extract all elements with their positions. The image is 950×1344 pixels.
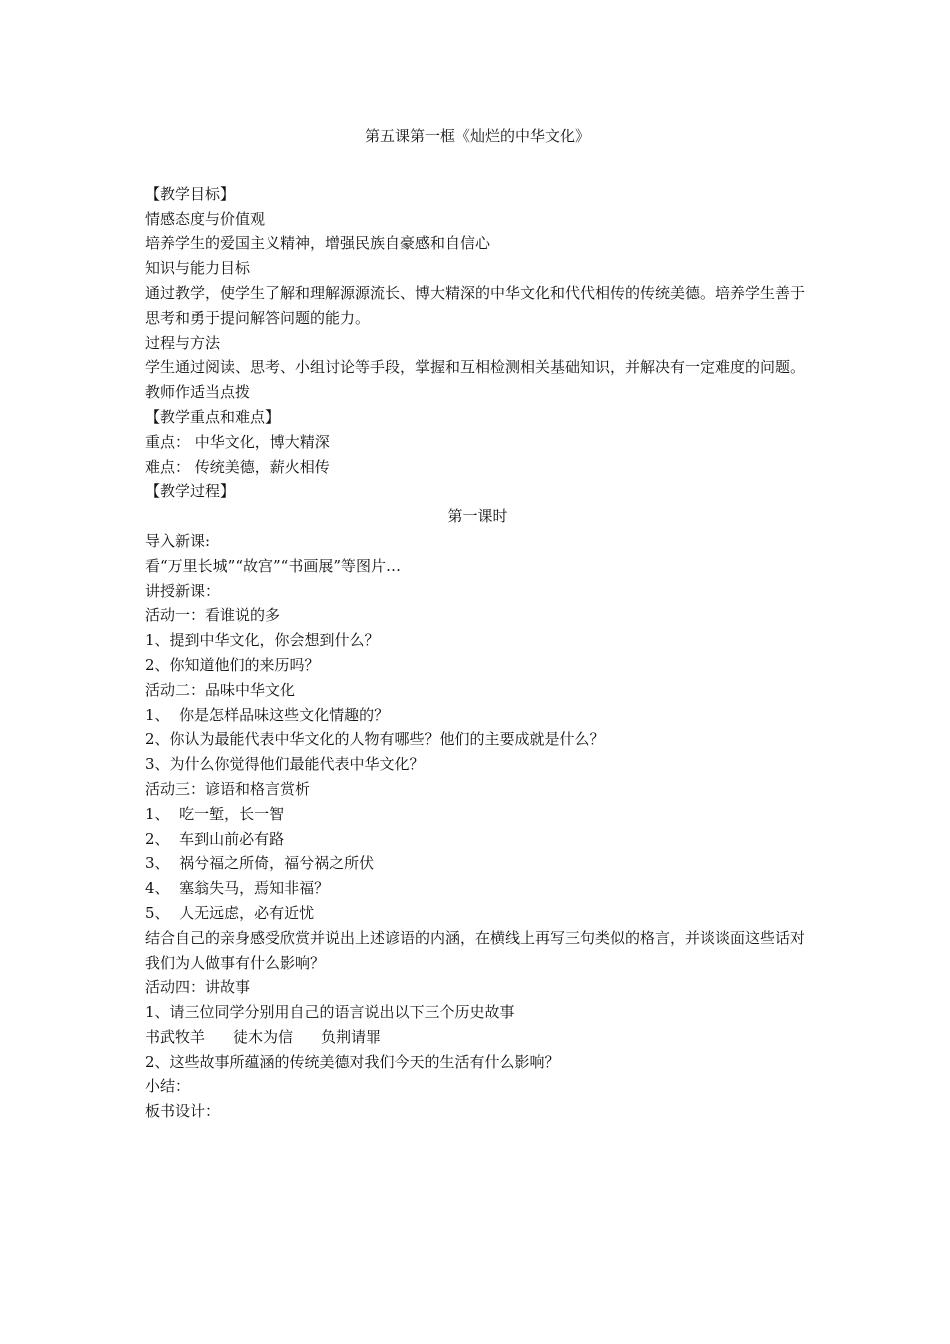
list-item: 3、为什么你觉得他们最能代表中华文化？ bbox=[145, 755, 425, 774]
document-title: 第五课第一框《灿烂的中华文化》 bbox=[364, 127, 590, 145]
list-item: 5、 人无远虑，必有近忧 bbox=[145, 903, 315, 922]
intro-text: 看“万里长城”“故宫”“书画展”等图片… bbox=[145, 556, 402, 575]
period-title: 第一课时 bbox=[447, 507, 508, 526]
difficulty-point: 难点： 传统美德，薪火相传 bbox=[145, 457, 330, 476]
story-item: 书武牧羊 bbox=[145, 1027, 206, 1046]
list-item: 2、你知道他们的来历吗？ bbox=[145, 655, 320, 674]
knowledge-heading: 知识与能力目标 bbox=[145, 259, 251, 278]
activity3-title: 活动三：谚语和格言赏析 bbox=[145, 779, 311, 798]
board-design-heading: 板书设计： bbox=[145, 1102, 221, 1121]
activity3-task: 结合自己的亲身感受欣赏并说出上述谚语的内涵，在横线上再写三句类似的格言，并谈谈面这些话对我们为人做事有什么影响？ bbox=[145, 928, 806, 972]
objectives-heading: 【教学目标】 bbox=[145, 184, 236, 203]
activity4-item1: 1、请三位同学分别用自己的语言说出以下三个历史故事 bbox=[145, 1003, 515, 1022]
summary-heading: 小结： bbox=[145, 1077, 191, 1096]
emotion-heading: 情感态度与价值观 bbox=[145, 209, 266, 228]
list-item: 4、 塞翁失马，焉知非福？ bbox=[145, 879, 330, 898]
emotion-text: 培养学生的爱国主义精神，增强民族自豪感和自信心 bbox=[145, 234, 491, 253]
story-item: 徒木为信 bbox=[233, 1027, 294, 1046]
list-item: 2、你认为最能代表中华文化的人物有哪些？他们的主要成就是什么？ bbox=[145, 730, 605, 749]
list-item: 2、 车到山前必有路 bbox=[145, 829, 285, 848]
list-item: 1、 吃一堑，长一智 bbox=[145, 804, 285, 823]
activity4-item2: 2、这些故事所蕴涵的传统美德对我们今天的生活有什么影响？ bbox=[145, 1052, 560, 1071]
list-item: 3、 祸兮福之所倚，福兮祸之所伏 bbox=[145, 854, 375, 873]
activity2-title: 活动二：品味中华文化 bbox=[145, 680, 296, 699]
list-item: 1、 你是怎样品味这些文化情趣的？ bbox=[145, 705, 390, 724]
activity4-title: 活动四：讲故事 bbox=[145, 978, 251, 997]
teaching-process-heading: 【教学过程】 bbox=[145, 482, 236, 501]
story-item: 负荆请罪 bbox=[321, 1027, 382, 1046]
key-points-heading: 【教学重点和难点】 bbox=[145, 407, 281, 426]
focus-point: 重点： 中华文化，博大精深 bbox=[145, 432, 330, 451]
new-lesson-heading: 讲授新课： bbox=[145, 581, 221, 600]
story-list bbox=[145, 1025, 810, 1050]
process-method-heading: 过程与方法 bbox=[145, 333, 221, 352]
title-spacer bbox=[145, 149, 810, 182]
intro-heading: 导入新课: bbox=[145, 531, 211, 550]
document-body bbox=[145, 124, 810, 1124]
activity1-title: 活动一：看谁说的多 bbox=[145, 606, 281, 625]
list-item: 1、提到中华文化，你会想到什么？ bbox=[145, 631, 380, 650]
knowledge-text: 通过教学，使学生了解和理解源源流长、博大精深的中华文化和代代相传的传统美德。培养学生善于思考和勇于提问解答问题的能力。 bbox=[145, 283, 806, 327]
process-method-text: 学生通过阅读、思考、小组讨论等手段，掌握和互相检测相关基础知识，并解决有一定难度的问题。教师作适当点拨 bbox=[145, 358, 806, 402]
